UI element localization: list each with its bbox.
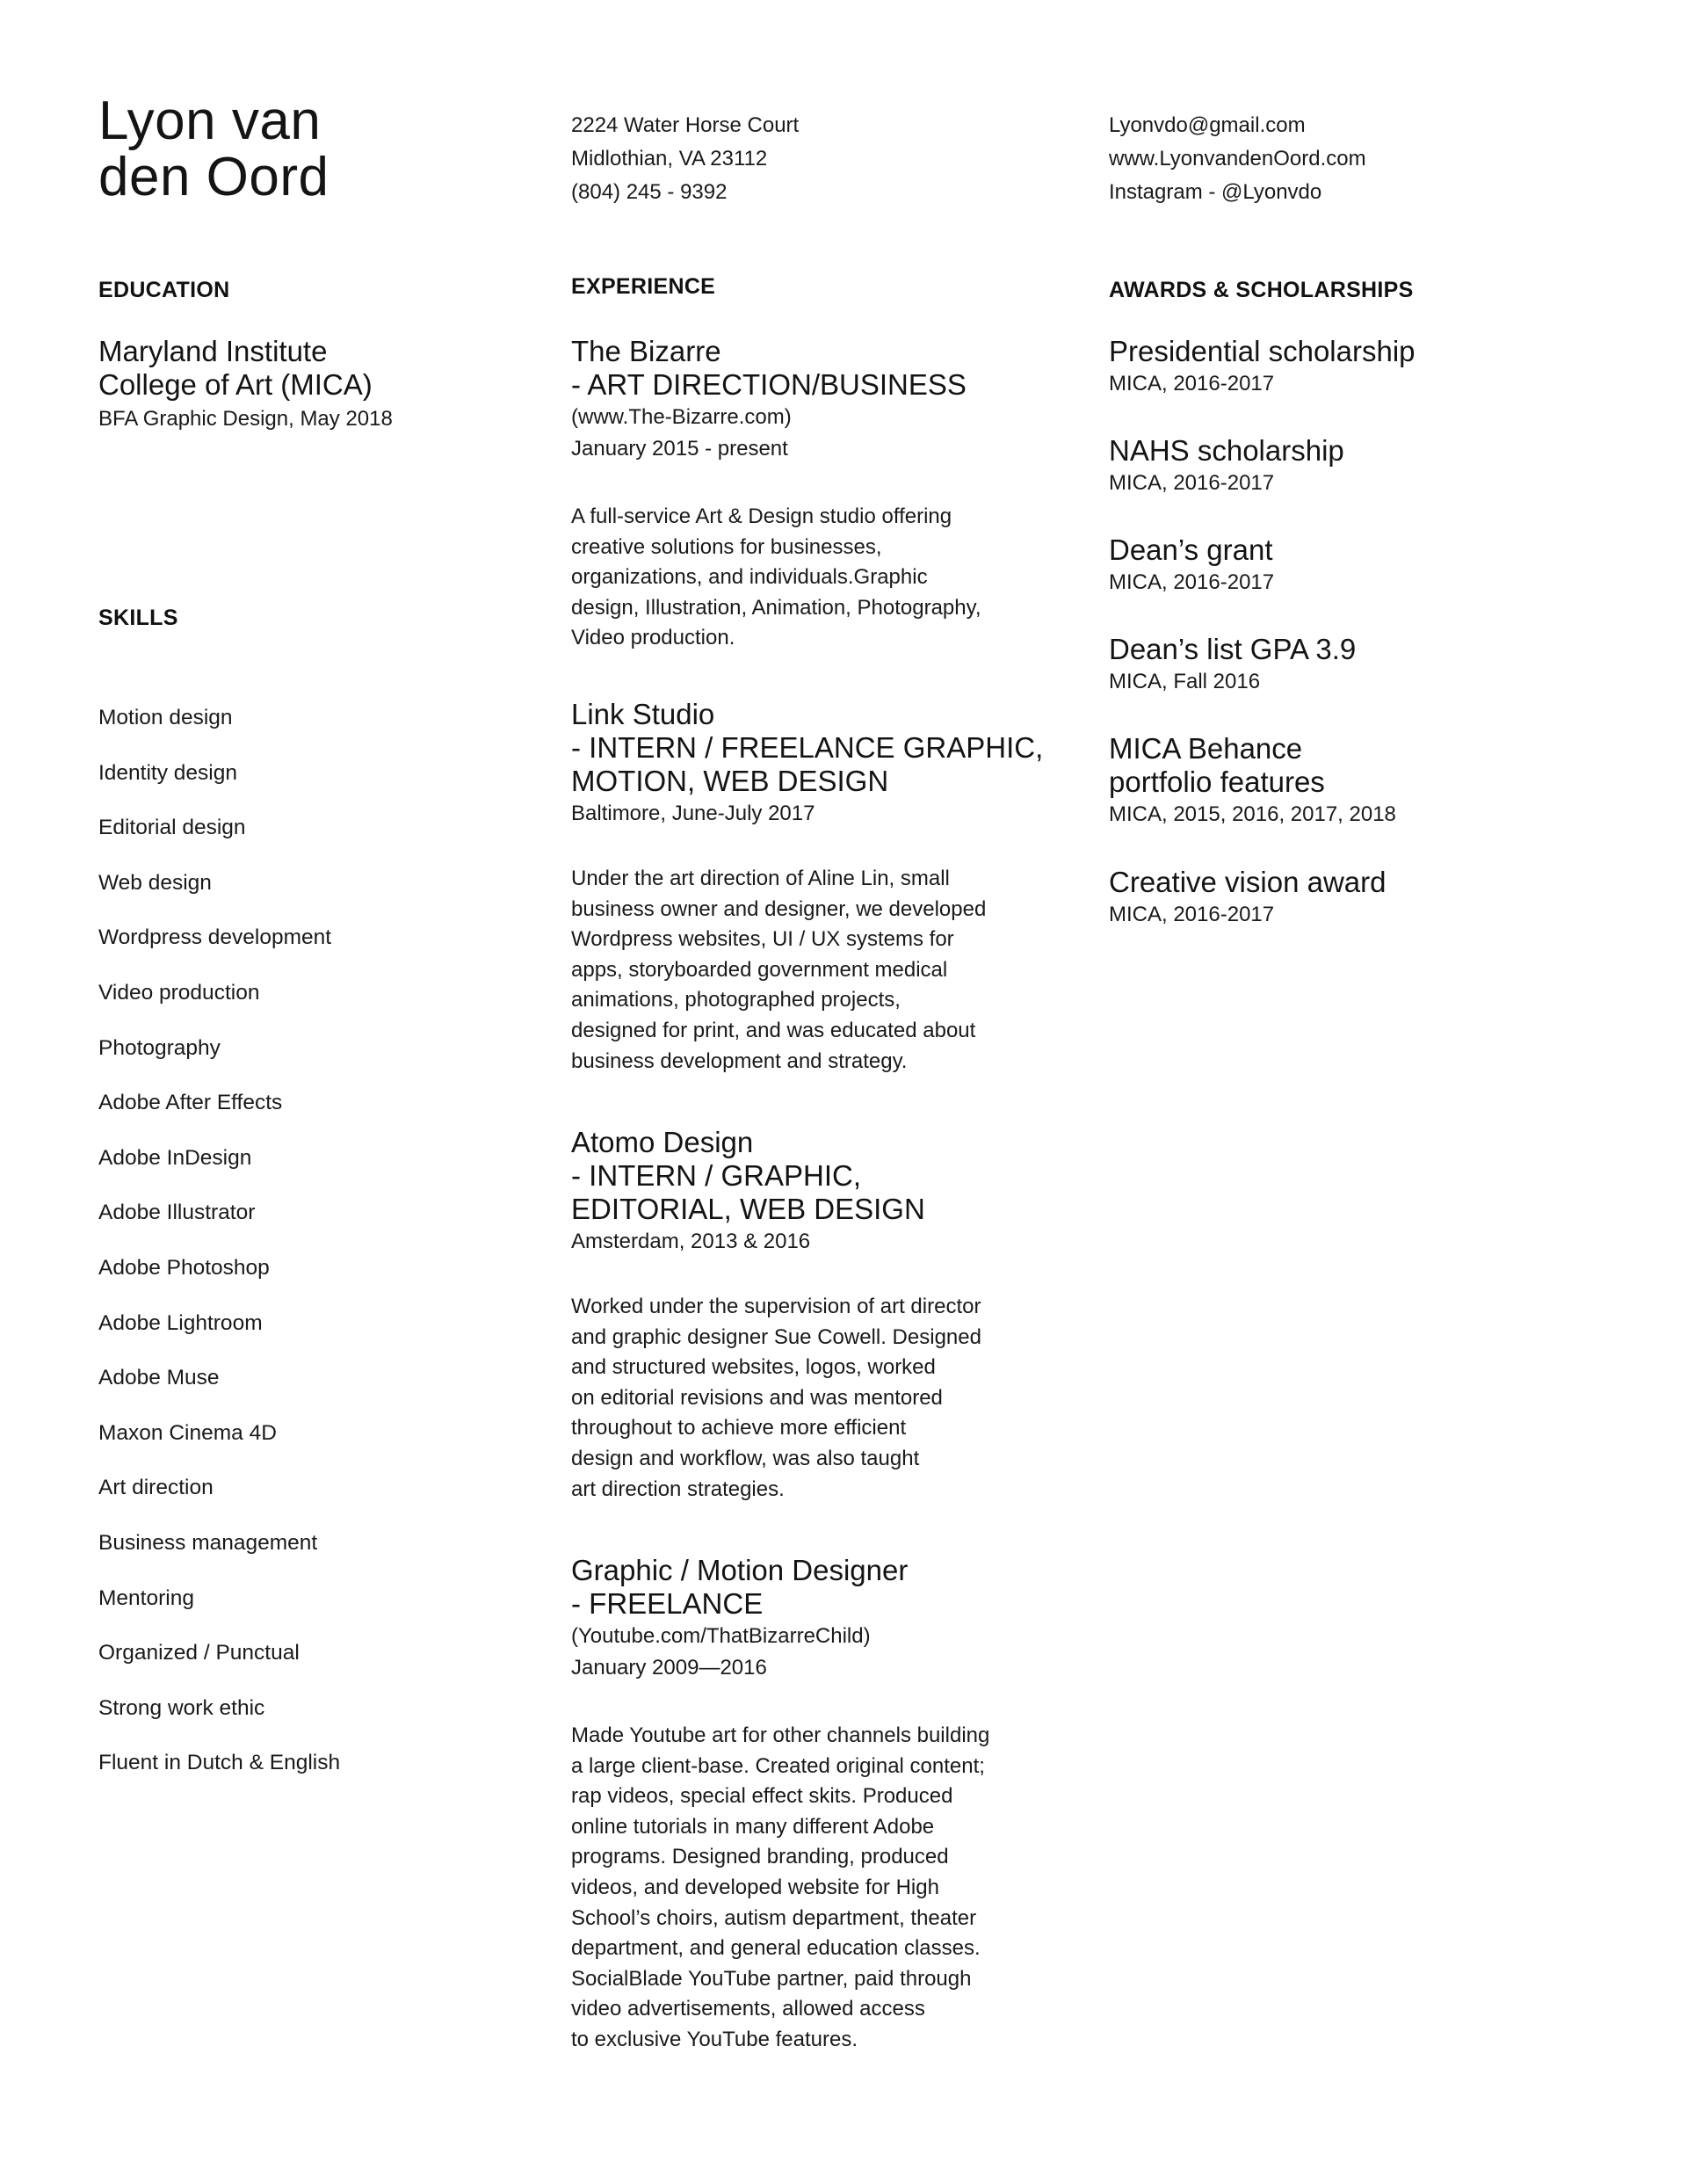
desc-line: rap videos, special effect skits. Produced: [571, 1784, 953, 1809]
award-detail: MICA, 2016-2017: [1109, 903, 1275, 926]
skill-item: Adobe Illustrator: [98, 1201, 256, 1225]
job-title-line: Atomo Design: [571, 1126, 754, 1158]
education-heading: EDUCATION: [98, 278, 230, 302]
awards-heading: AWARDS & SCHOLARSHIPS: [1109, 278, 1414, 302]
instagram-handle: Instagram - @Lyonvdo: [1109, 180, 1322, 204]
job-meta-line: Amsterdam, 2013 & 2016: [571, 1230, 811, 1253]
online-contact: [1109, 109, 1366, 209]
award-detail: MICA, 2016-2017: [1109, 471, 1275, 495]
desc-line: SocialBlade YouTube partner, paid through: [571, 1966, 972, 1991]
desc-line: art direction strategies.: [571, 1477, 785, 1501]
award-title: portfolio features: [1109, 765, 1325, 798]
desc-line: department, and general education classes.: [571, 1936, 981, 1961]
award-item: [1109, 732, 1396, 831]
skill-item: Video production: [98, 980, 260, 1005]
address-street: 2224 Water Horse Court: [571, 113, 800, 137]
desc-line: and graphic designer Sue Cowell. Designed: [571, 1324, 981, 1349]
job-title-line: Graphic / Motion Designer: [571, 1554, 909, 1586]
skill-item: Photography: [98, 1035, 221, 1060]
desc-line: Worked under the supervision of art director: [571, 1295, 981, 1318]
desc-line: to exclusive YouTube features.: [571, 2027, 858, 2051]
job-title-line: - INTERN / FREELANCE GRAPHIC,: [571, 731, 1044, 764]
desc-line: business owner and designer, we developed: [571, 896, 987, 921]
job-entry: [571, 698, 1043, 830]
desc-line: a large client-base. Created original content;: [571, 1753, 985, 1778]
school-name-line: College of Art (MICA): [98, 368, 373, 401]
skill-item: Wordpress development: [98, 925, 332, 950]
job-meta-line: January 2015 - present: [571, 437, 788, 461]
job-entry: [571, 1554, 908, 1684]
desc-line: and structured websites, logos, worked: [571, 1355, 936, 1380]
desc-line: videos, and developed website for High: [571, 1875, 939, 1899]
job-entry: [571, 335, 967, 465]
job-meta-line: January 2009—2016: [571, 1656, 767, 1680]
award-item: [1109, 866, 1386, 931]
desc-line: apps, storyboarded government medical: [571, 957, 948, 982]
job-title-line: Link Studio: [571, 698, 715, 730]
desc-line: design and workflow, was also taught: [571, 1446, 920, 1470]
job-meta-line: (www.The-Bizarre.com): [571, 405, 792, 429]
job-description: [571, 1292, 981, 1505]
job-title-line: EDITORIAL, WEB DESIGN: [571, 1193, 925, 1225]
award-detail: MICA, 2015, 2016, 2017, 2018: [1109, 802, 1396, 826]
name-line: den Oord: [98, 147, 329, 207]
skill-item: Maxon Cinema 4D: [98, 1420, 277, 1445]
award-item: [1109, 533, 1274, 599]
award-detail: MICA, 2016-2017: [1109, 372, 1275, 395]
desc-line: School’s choirs, autism department, theater: [571, 1905, 977, 1930]
skill-item: Adobe Muse: [98, 1366, 220, 1390]
desc-line: organizations, and individuals.Graphic: [571, 565, 928, 590]
award-title: Creative vision award: [1109, 866, 1387, 898]
skill-item: Editorial design: [98, 816, 246, 840]
skill-item: Adobe After Effects: [98, 1091, 283, 1115]
name-line: Lyon van: [98, 91, 322, 151]
desc-line: online tutorials in many different Adobe: [571, 1814, 935, 1839]
job-description: [571, 1721, 989, 2056]
skill-item: Adobe InDesign: [98, 1145, 252, 1170]
job-title-line: - INTERN / GRAPHIC,: [571, 1159, 862, 1192]
skill-item: Strong work ethic: [98, 1695, 265, 1720]
website-url: www.LyonvandenOord.com: [1109, 147, 1366, 171]
desc-line: designed for print, and was educated about: [571, 1018, 976, 1042]
award-item: [1109, 335, 1415, 400]
job-title-line: The Bizarre: [571, 335, 721, 367]
postal-contact: [571, 109, 799, 209]
skill-item: Web design: [98, 870, 212, 895]
job-description: [571, 864, 986, 1077]
school-name-line: Maryland Institute: [98, 335, 328, 367]
desc-line: Wordpress websites, UI / UX systems for: [571, 927, 954, 952]
skill-item: Organized / Punctual: [98, 1641, 300, 1665]
job-entry: [571, 1126, 925, 1258]
desc-line: design, Illustration, Animation, Photography,: [571, 595, 981, 620]
job-description: [571, 502, 981, 654]
desc-line: Video production.: [571, 626, 735, 650]
skill-item: Mentoring: [98, 1585, 194, 1610]
experience-heading: EXPERIENCE: [571, 274, 716, 299]
award-detail: MICA, Fall 2016: [1109, 670, 1261, 693]
job-title-line: MOTION, WEB DESIGN: [571, 765, 889, 797]
desc-line: Under the art direction of Aline Lin, small: [571, 867, 950, 890]
job-meta-line: (Youtube.com/ThatBizarreChild): [571, 1624, 871, 1648]
award-item: [1109, 633, 1356, 698]
skill-item: Adobe Lightroom: [98, 1310, 263, 1335]
skill-item: Fluent in Dutch & English: [98, 1751, 341, 1775]
education-entry: [98, 335, 393, 435]
desc-line: programs. Designed branding, produced: [571, 1845, 949, 1869]
phone-number: (804) 245 - 9392: [571, 180, 728, 204]
award-title: Dean’s list GPA 3.9: [1109, 633, 1357, 665]
award-title: MICA Behance: [1109, 732, 1303, 765]
skill-item: Identity design: [98, 760, 237, 785]
email-address: Lyonvdo@gmail.com: [1109, 113, 1306, 137]
desc-line: video advertisements, allowed access: [571, 1997, 925, 2021]
desc-line: animations, photographed projects,: [571, 988, 901, 1012]
applicant-name: [98, 93, 329, 206]
award-detail: MICA, 2016-2017: [1109, 570, 1275, 594]
desc-line: throughout to achieve more efficient: [571, 1416, 907, 1440]
desc-line: business development and strategy.: [571, 1048, 908, 1073]
skills-list: [98, 691, 340, 1791]
job-title-line: - ART DIRECTION/BUSINESS: [571, 368, 967, 401]
award-title: Presidential scholarship: [1109, 335, 1415, 367]
job-title-line: - FREELANCE: [571, 1587, 764, 1620]
skill-item: Art direction: [98, 1476, 214, 1500]
skill-item: Adobe Photoshop: [98, 1255, 270, 1280]
skill-item: Business management: [98, 1530, 318, 1555]
desc-line: A full-service Art & Design studio offering: [571, 504, 952, 528]
skill-item: Motion design: [98, 706, 233, 729]
desc-line: on editorial revisions and was mentored: [571, 1385, 943, 1410]
award-title: Dean’s grant: [1109, 533, 1273, 566]
job-meta-line: Baltimore, June-July 2017: [571, 802, 815, 825]
award-item: [1109, 434, 1344, 499]
address-city: Midlothian, VA 23112: [571, 147, 768, 171]
desc-line: Made Youtube art for other channels building: [571, 1723, 990, 1747]
desc-line: creative solutions for businesses,: [571, 534, 882, 559]
skills-heading: SKILLS: [98, 606, 178, 630]
award-title: NAHS scholarship: [1109, 434, 1344, 467]
degree-info: BFA Graphic Design, May 2018: [98, 407, 393, 431]
